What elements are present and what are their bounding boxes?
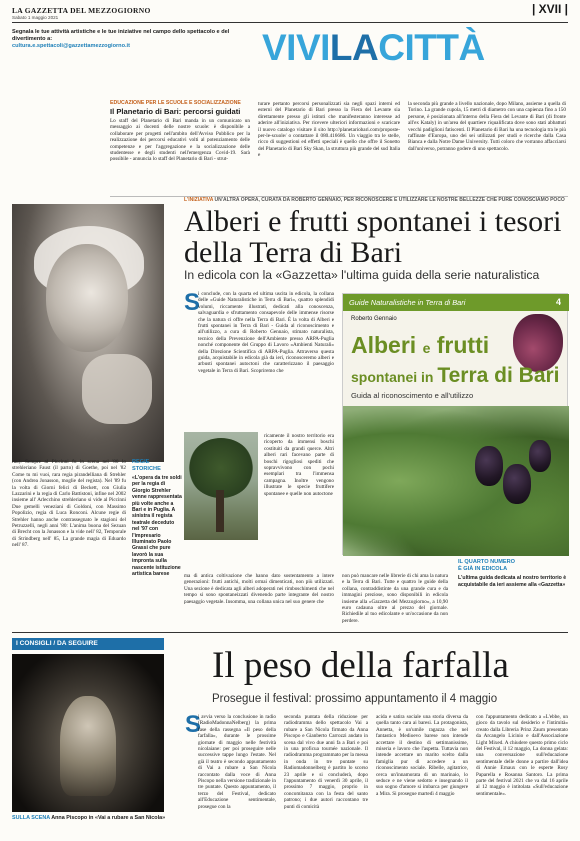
caption-text: Anna Piscopo in «Vai a rubare a San Nicola»: [51, 815, 166, 821]
cover-title-word-3: spontanei in: [351, 369, 434, 385]
cover-title-and: e: [422, 340, 431, 356]
blackberry-shape: [503, 464, 531, 504]
regie-label-line-2: STORICHE: [132, 466, 161, 472]
planetario-column-2: turare pertanto percorsi personalizzati sia negli spazi interni ed esterni del Planetario di Bari presso la Fiera del Levante sia direttamente presso gli istituti che manifesteranno interesse ad aderire all'iniziativa. Per ricevere ulteriori informazioni e scaricare il nuovo catalogo visitare il sito http://planetariobari.com/proposte-per-le-scuole/ o contattare il 080.416686. Un viaggio tra le stelle, ricco di suggestioni ed effetti speciali è quello che offre il Sonetto del Planetario di Bari Sky Skan, la struttura più grande del sud Italia e: [258, 101, 400, 159]
cover-title-word-2: frutti: [436, 332, 490, 358]
cover-title-line-2: [351, 364, 560, 388]
blackberry-shape: [529, 440, 551, 472]
alberi-kicker: [184, 197, 565, 203]
blackberry-shape: [475, 446, 503, 486]
strehler-portrait-photo: [12, 204, 164, 462]
drop-cap: S: [184, 289, 201, 316]
submission-text: Segnala le tue attività artistiche e le tue iniziative nel campo dello spettacolo e del divertimento a:: [12, 29, 230, 42]
peso-column-3: acida e satira sociale una storia diversa da quella tanto cara ai baresi. La protagonista, Annetta, è un'umile ragazza che nel fantastico Medioevo barese non intende accettare il destino di settimanissime, miseria e lavoro che l'aspetta. Tuttavia non intende accettare un marito scelto dalla famiglia pur di accedere a un riconoscimento sociale. Ribelle, agitatrice, cerca un'innamorata di un marinaio, lo seduce e ne viene sedotto e insegnando il suo sogno d'amore si imbarca per giungere a Mira. Si prosegue martedì 4 maggio: [376, 714, 468, 797]
regie-caption: «L'opera da tre soldi per la regia di Giorgio Strehler venne rappresentata più volte anche a Bari e in Puglia. A sinistra il regista teatrale deceduto nel '97 con l'impresario Illuminato Paolo Grassi che pure lavorò la sua impronta sulla nascente istituzione artistica barese: [132, 475, 182, 578]
performer-shape: [60, 696, 116, 796]
caption-label: SULLA SCENA: [12, 815, 50, 821]
planetario-kicker: EDUCAZIONE PER LE SCUOLE E SOCIALIZZAZIONE: [110, 100, 241, 106]
stage-photo: [12, 654, 164, 812]
page-number: | XVII |: [531, 2, 568, 16]
peso-deck: Prosegue il festival: prossimo appuntamento il 4 maggio: [212, 693, 498, 705]
drop-cap: S: [185, 711, 202, 738]
alberi-kicker-label: L'INIZIATIVA: [184, 197, 214, 203]
side-note-label-line-2: È GIÀ IN EDICOLA: [458, 566, 508, 572]
header-rule: [12, 22, 568, 23]
alberi-body-part-4: non può mancare nelle librerie di chi ama la natura e la Terra di Bari. Tutte e quattro le guide della collana, contraddistinte da una grande cura e da immagini preziose, sono disponibili in edicola insieme alla «Gazzetta del Mezzogiorno», a 10,90 euro cadauna oltre al prezzo del giornale. Richiedile al tuo edicolante e un'occasione da non perdere.: [342, 573, 448, 624]
regie-label-line-1: REGIE: [132, 459, 150, 465]
alberi-deck: In edicola con la «Gazzetta» l'ultima guida della serie naturalistica: [184, 268, 540, 282]
strehler-bio-column: rau). Sempre al Piccinni fu in scena nel '80 lo strehleriano Faust (il parto) di Goethe, poi nel '82 Come tu mi vuoi, rara regia pirandelliana di Strehler (con Andrea Jonasson, moglie del regista). Nel '89 fu la volta di Giorni felici di Beckett, con Giulia Lazzarini e la regia di Carlo Battistoni, infine nel 2002 insieme all' Arlecchino strehleriano si vide al Piccinni Due gemelli veneziani di Goldoni, con Massimo Popolizio, regia di Luca Ronconi. Alcune regie di Strehler hanno anche contrassegnato le stagioni del Petruzzelli, negli anni '80: L'anima buona del Sezuan di Brecht con la Jonasson e la vide nell' 82, Temporale di Strindberg nell' 85, La grande magia di Eduardo nell' 87.: [12, 459, 126, 549]
section-title-part-3: CITTÀ: [378, 27, 485, 68]
photo-face-shape: [46, 244, 128, 352]
section-title-part-2: LA: [329, 27, 379, 68]
dateline: Sabato 1 maggio 2021: [12, 15, 59, 20]
submission-email-link[interactable]: cultura.e.spettacoli@gazzettamezzogiorno.it: [12, 43, 130, 49]
photo-caption: [12, 815, 192, 821]
peso-column-1: i avvia verso la conclusione in radio (RadioMadonnaNelberg) la prima fase della rassegna «Il peso della farfalla», durante le prossime giornate di maggio nelle festività nicolaiane: per poi proseguire nelle successive tappe lungo l'estate. Nel già il teatro è secondo appuntamento di Vai a rubare a San Nicola raccontato dalla voce di Anna Piscopo nella versione tradizionale in tre puntate. Questo appuntamento, il terzo del Festival, dedicato all'Educazione sentimentale, prosegue con la: [198, 714, 276, 810]
alberi-body-part-3: ma di antica coltivazione che hanno dato sostentamento a intere generazioni: frutti antichi, molti ormai dimenticati, non più utilizzati. Una sezione è dedicata agli alberi adoperati nei rimboschimenti che nel tempo si sono spontaneizzati divenendo parte integrante del nostro paesaggio vegetale. Insomma, una collana unica nel suo genere che: [184, 573, 334, 605]
cover-subtitle: Guida al riconoscimento e all'utilizzo: [351, 391, 474, 400]
tree-photo: [184, 432, 258, 540]
peso-column-4: con l'appuntamento dedicato a «L'ebbe, un gioco da tavolo sul desiderio e l'intimità» creato dalla Libreria Prinz Zaum presentato da Arcangelo Licinio e dall'Associazione Light Mixed. A chiudere questo primo ciclo del Festival, il 12 maggio, La donna gelata: una conversazione sull'educazione sentimentale delle donne a partire dall'idea di Annie Ernaux con le esperte Rosy Paparella e Rosanna Santoro. La prima parte del festival 2021 che va dal 16 aprile al 12 maggio è intitolata «Sull'educazione sentimentale».: [476, 714, 568, 797]
peso-column-2: seconda puntata della riduzione per radiodramma dello spettacolo Vai a rubare a San Nicola firmato da Anna Piscopo e Gianberto Carrozzi andato in scena dal vivo due anni fa a Bari e poi in una proficua tournée nazionale. Il radiodramma programmato per la messa in onda in tre puntate su Radiomadonnelberg è partito lo scorso 23 aprile e si concluderà, dopo l'appuntamento di venerdì 30 aprile, il prossimo 7 maggio, proprio in concomitanza con la festa del santo patrono; i due autori raccontano tre punti di comicità: [284, 714, 368, 810]
book-cover: [342, 293, 568, 555]
section-title: [262, 26, 485, 70]
side-note-label: [458, 559, 568, 573]
submission-note: [12, 29, 242, 50]
side-note-text: L'ultima guida dedicata al nostro territorio è acquistabile da ieri assieme alla «Gazzetta»: [458, 575, 567, 588]
peso-headline: Il peso della farfalla: [212, 645, 509, 686]
planetario-title: Il Planetario di Bari: percorsi guidati: [110, 107, 241, 116]
side-note-label-line-1: IL QUARTO NUMERO: [458, 559, 515, 565]
alberi-body-part-2: ricamente il nostro territorio era ricoperto da immensi boschi costituiti da grandi querce. Altri alberi rari facevano parte di boschi rigogliosi spediti che sopravvivono con pochi esemplari tra l'immensa campagna. Inoltre vengono illustrate le specie fruttifere spontanee e quelle non autoctone: [264, 433, 334, 497]
cover-series: Guide Naturalistiche in Terra di Bari: [349, 298, 466, 307]
section-title-part-1: VIVI: [262, 27, 330, 68]
cover-series-band: [343, 294, 569, 311]
planetario-column-3: la seconda più grande a livello nazionale, dopo Milano, assieme a quella di Torino. La grande cupola, 15 metri di diametro con una capienza fino a 150 persone, è posizionata all'interno della Fiera del Levante di Bari (di fronte all'ex Kataly) in un'area del quartiere riqualificata dove sono stati abbattuti vecchi padiglioni fatiscenti. Il Planetario di Bari ha una tecnologia tra le più raffinate d'Europa, uno dei sei utilizzati per studi e ricerche dalla Casa Bianca e dalla Notre Dame University. Tutti coloro che vorranno affacciarsi dall'universo, potranno godere di uno spettacolo.: [408, 101, 566, 152]
regie-label: [132, 459, 161, 473]
planetario-column-1: Lo staff del Planetario di Bari manda in un comunicato un messaggio ai docenti delle nostre scuole: è disponibile a collaborare per progetti nell'ambito dell'Avviso Pubblico per la realizzazione dei percorsi educativi volti al potenziamento delle competenze e per l'aggregazione e la socializzazione delle studentesse e degli studenti nell'emergenza Covid-19. Sarà possibile - annuncia lo staff del Planetario di Bari - strut-: [110, 118, 250, 163]
masthead: LA GAZZETTA DEL MEZZOGIORNO: [12, 6, 151, 15]
cover-author: Roberto Gennaio: [351, 316, 397, 322]
tree-trunk-shape: [216, 490, 224, 532]
cover-title-word-1: Alberi: [351, 332, 417, 358]
consigli-label: I CONSIGLI / DA SEGUIRE: [12, 638, 164, 650]
alberi-kicker-text: UN'ALTRA OPERA, CURATA DA ROBERTO GENNAIO, PER RICONOSCERE E UTILIZZARE LE NOSTRE BELLEZZE CHE PURE CONOSCIAMO POCO: [214, 197, 565, 203]
alberi-body-part-1: i conclude, con la quarta ed ultima uscita in edicola, la collana delle «Guide Naturalistiche in Terra di Bari», quattro splendidi volumi, riccamente illustrati, dedicati alla conoscenza, salvaguardia e sfruttamento consapevole delle immense risorse che la natura ci offre nella Terra di Bari. È la volta di Alberi e frutti spontanei in Terra di Bari - Guida al riconoscimento e all'utilizzo, a cura di Roberto Gennaio, stimato naturalista, tecnico della Prevenzione dell'Ambiente presso ARPA-Puglia nonché componente del Gruppo di Lavoro «Ambienti Naturali» della Direzione Scientifica di ARPA-Puglia. Attraverso questa guida, acquistabile in edicola già da ieri, riconosceremo alberi e arbusti spontanei autoctoni che caratterizzano il paesaggio vegetale in Terra di Bari. Scopriremo che: [198, 291, 334, 374]
consigli-rule: [12, 632, 568, 633]
cover-number: 4: [555, 297, 561, 307]
cover-title-line-1: [351, 332, 489, 359]
cover-foliage-image: [343, 406, 569, 556]
cover-title-word-4: Terra di Bari: [437, 364, 560, 387]
alberi-headline: Alberi e frutti spontanei i tesori della Terra di Bari: [184, 205, 562, 269]
tree-crown-shape: [188, 438, 254, 498]
photo-hand-shape: [82, 354, 152, 424]
